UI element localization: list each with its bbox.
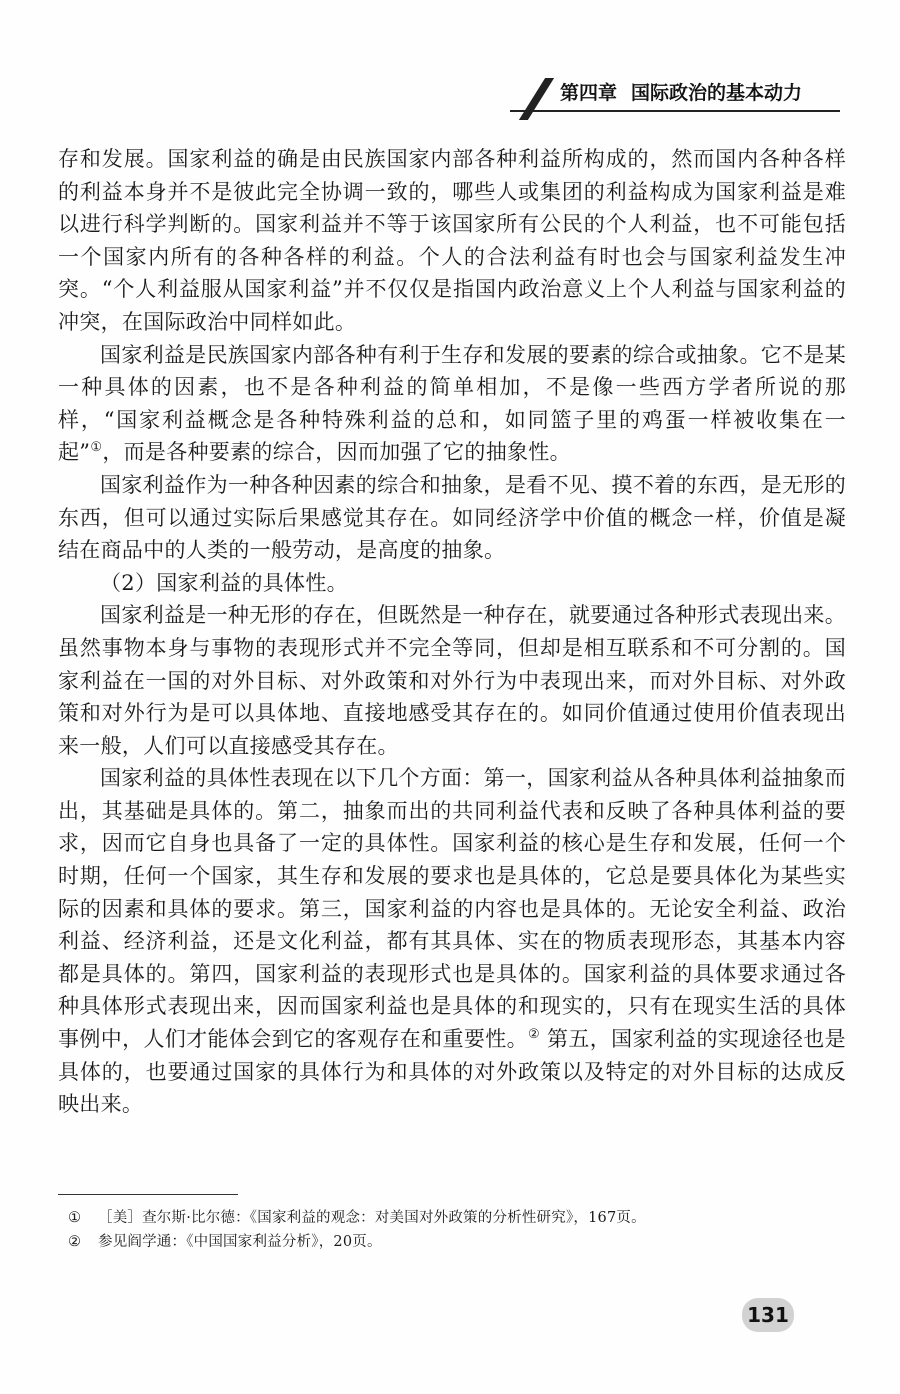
- paragraph-text: 国家利益作为一种各种因素的综合和抽象，是看不见、摸不着的东西，是无形的东西，但可以通过实际后果感觉其存在。如同经济学中价值的概念一样，价值是凝结在商品中的人类的一般劳动，是高度的抽象。: [58, 472, 846, 563]
- paragraph-6: [58, 762, 846, 1121]
- paragraph-2: [58, 339, 846, 469]
- body-text: [58, 143, 846, 1121]
- running-header: [510, 76, 840, 120]
- footnote-divider: [58, 1194, 238, 1195]
- chapter-heading: [560, 78, 802, 108]
- footnote-2: [68, 1230, 828, 1254]
- footnote-ref-2[interactable]: ②: [527, 1027, 540, 1043]
- footnote-ref-1[interactable]: ①: [90, 440, 103, 456]
- paragraph-text: 国家利益的具体性表现在以下几个方面：第一，国家利益从各种具体利益抽象而出，其基础是具体的。第二，抽象而出的共同利益代表和反映了各种具体利益的要求，因而它自身也具备了一定的具体性。国家利益的核心是生存和发展，任何一个时期，任何一个国家，其生存和发展的要求也是具体的，它总是要具体化为某些实际的因素和具体的要求。第三，国家利益的内容也是具体的。无论安全利益、政治利益、经济利益，还是文化利益，都有其具体、实在的物质表现形态，其基本内容都是具体的。第四，国家利益的表现形式也是具体的。国家利益的具体要求通过各种具体形式表现出来，因而国家利益也是具体的和现实的，只有在现实生活的具体事例中，人们才能体会到它的客观存在和重要性。: [58, 766, 846, 1052]
- paragraph-3: [58, 469, 846, 567]
- paragraph-5: [58, 599, 846, 762]
- subheading-text: （2）国家利益的具体性。: [100, 570, 348, 595]
- paragraph-text-after: ，而是各种要素的综合，因而加强了它的抽象性。: [102, 440, 571, 465]
- footnote-mark: ①: [68, 1210, 82, 1226]
- page-number: 131: [742, 1298, 794, 1332]
- footnote-text: ［美］查尔斯·比尔德：《国家利益的观念：对美国对外政策的分析性研究》，167页。: [98, 1210, 646, 1226]
- paragraph-text: 国家利益是一种无形的存在，但既然是一种存在，就要通过各种形式表现出来。虽然事物本身与事物的表现形式并不完全等同，但却是相互联系和不可分割的。国家利益在一国的对外目标、对外政策和对外行为中表现出来，而对外目标、对外政策和对外行为是可以具体地、直接地感受其存在的。如同价值通过使用价值表现出来一般，人们可以直接感受其存在。: [58, 603, 846, 758]
- paragraph-text: 国家利益是民族国家内部各种有利于生存和发展的要素的综合或抽象。它不是某一种具体的因素，也不是各种利益的简单相加，不是像一些西方学者所说的那样，“国家利益概念是各种特殊利益的总和，如同篮子里的鸡蛋一样被收集在一起”: [58, 342, 846, 465]
- chapter-title: 国际政治的基本动力: [631, 82, 803, 104]
- footnotes: [68, 1206, 828, 1254]
- footnote-1: [68, 1206, 828, 1230]
- chapter-number: 第四章: [560, 82, 618, 104]
- paragraph-text: 存和发展。国家利益的确是由民族国家内部各种利益所构成的，然而国内各种各样的利益本身并不是彼此完全协调一致的，哪些人或集团的利益构成为国家利益是难以进行科学判断的。国家利益并不等于该国家所有公民的个人利益，也不可能包括一个国家内所有的各种各样的利益。个人的合法利益有时也会与国家利益发生冲突。“个人利益服从国家利益”并不仅仅是指国内政治意义上个人利益与国家利益的冲突，在国际政治中同样如此。: [58, 147, 846, 334]
- footnote-mark: ②: [68, 1234, 82, 1250]
- subheading-2: [58, 567, 846, 600]
- footnote-text: 参见阎学通：《中国国家利益分析》，20页。: [98, 1234, 382, 1250]
- paragraph-1: [58, 143, 846, 339]
- header-rule: [510, 110, 840, 112]
- paragraph-text-after: 第五，国家利益的实现途径也是具体的，也要通过国家的具体行为和具体的对外政策以及特定的对外目标的达成反映出来。: [58, 1027, 846, 1117]
- header-slash-mark: [519, 78, 554, 120]
